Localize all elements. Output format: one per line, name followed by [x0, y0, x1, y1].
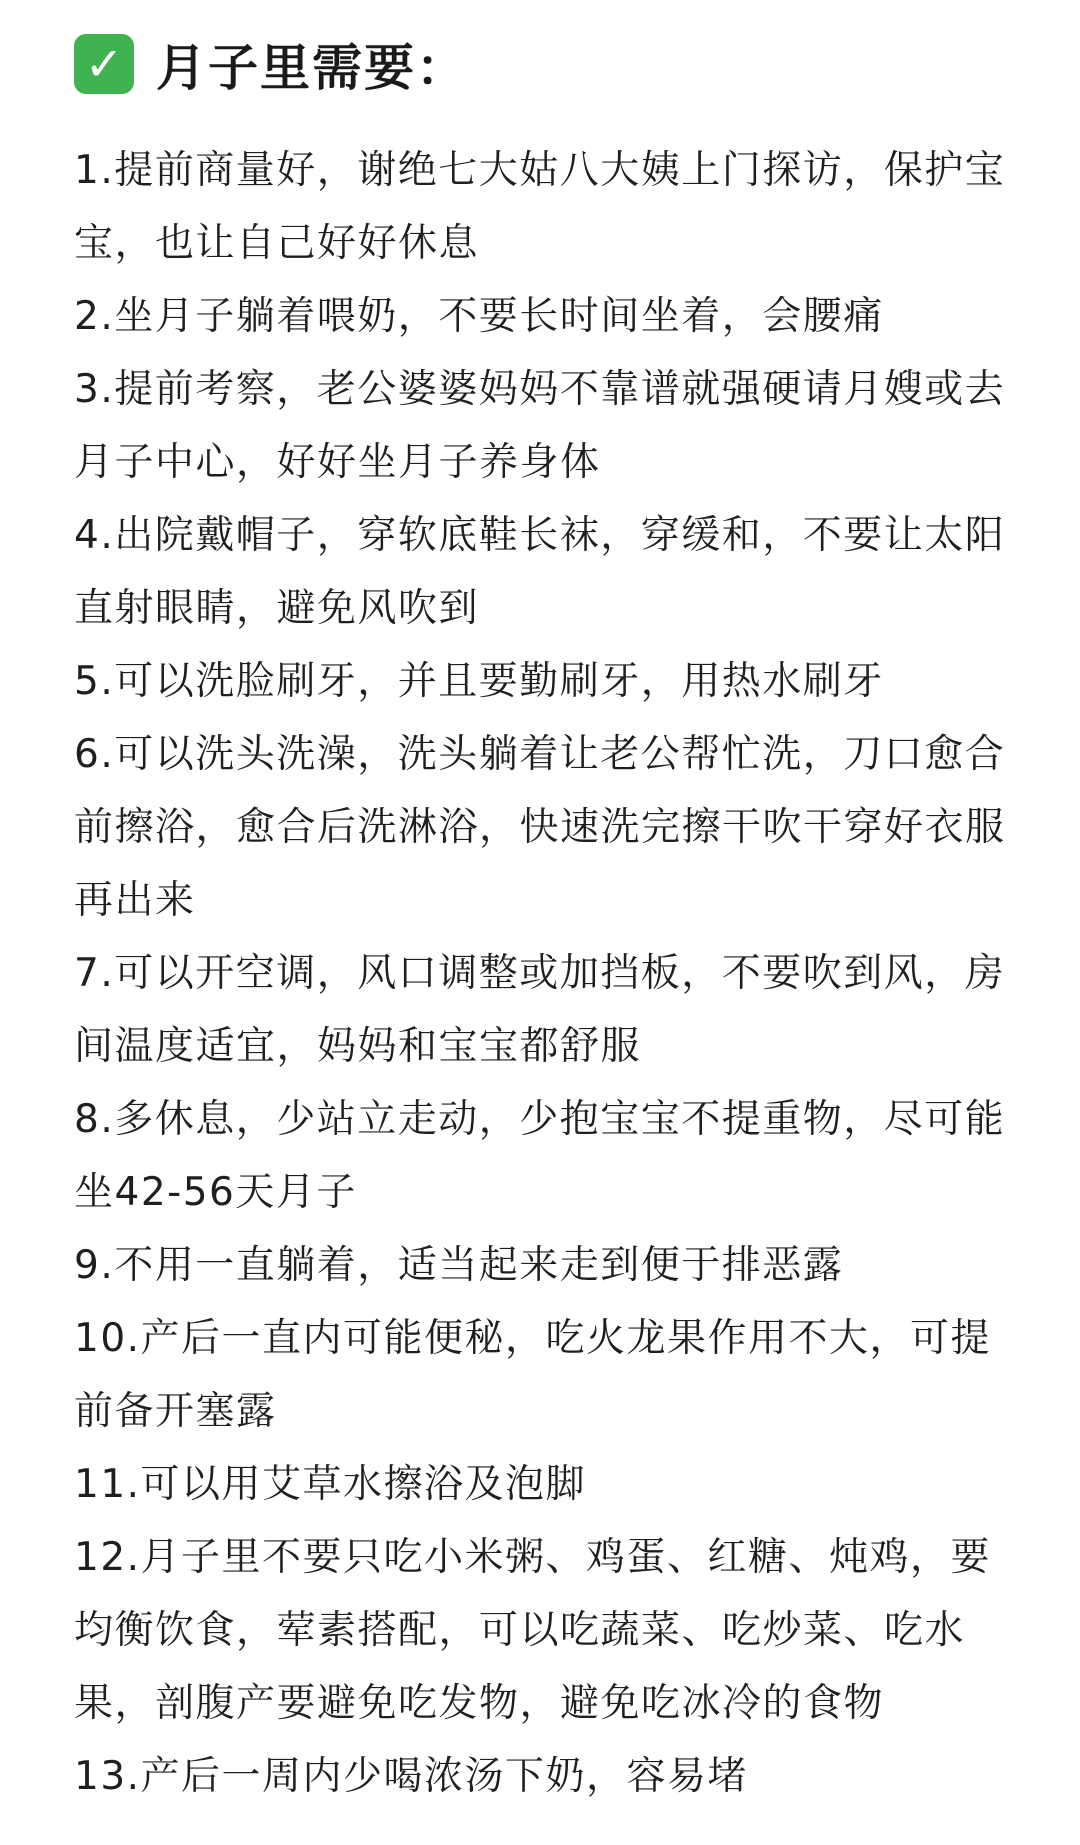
list-item: 7.可以开空调，风口调整或加挡板，不要吹到风，房间温度适宜，妈妈和宝宝都舒服	[74, 951, 1006, 1069]
list-item: 11.可以用艾草水擦浴及泡脚	[74, 1462, 587, 1507]
list-item: 3.提前考察，老公婆婆妈妈不靠谱就强硬请月嫂或去月子中心，好好坐月子养身体	[74, 367, 1006, 485]
list-item: 2.坐月子躺着喂奶，不要长时间坐着，会腰痛	[74, 294, 884, 339]
list-item: 12.月子里不要只吃小米粥、鸡蛋、红糖、炖鸡，要均衡饮食，荤素搭配，可以吃蔬菜、吃炒菜、吃水果，剖腹产要避免吃发物，避免吃冰冷的食物	[74, 1535, 992, 1726]
tips-list	[74, 134, 1020, 1813]
section-heading	[74, 22, 1020, 106]
heading-title: 月子里需要：	[156, 39, 468, 97]
list-item: 5.可以洗脸刷牙，并且要勤刷牙，用热水刷牙	[74, 659, 884, 704]
list-item: 8.多休息，少站立走动，少抱宝宝不提重物，尽可能坐42-56天月子	[74, 1097, 1006, 1215]
check-mark-icon: ✓	[74, 34, 134, 94]
list-item: 10.产后一直内可能便秘，吃火龙果作用不大，可提前备开塞露	[74, 1316, 992, 1434]
list-item: 9.不用一直躺着，适当起来走到便于排恶露	[74, 1243, 844, 1288]
list-item: 6.可以洗头洗澡，洗头躺着让老公帮忙洗，刀口愈合前擦浴，愈合后洗淋浴，快速洗完擦干吹干穿好衣服再出来	[74, 732, 1006, 923]
list-item: 13.产后一周内少喝浓汤下奶，容易堵	[74, 1754, 749, 1799]
list-item: 4.出院戴帽子，穿软底鞋长袜，穿缓和，不要让太阳直射眼睛，避免风吹到	[74, 513, 1006, 631]
list-item: 1.提前商量好，谢绝七大姑八大姨上门探访，保护宝宝，也让自己好好休息	[74, 148, 1006, 266]
